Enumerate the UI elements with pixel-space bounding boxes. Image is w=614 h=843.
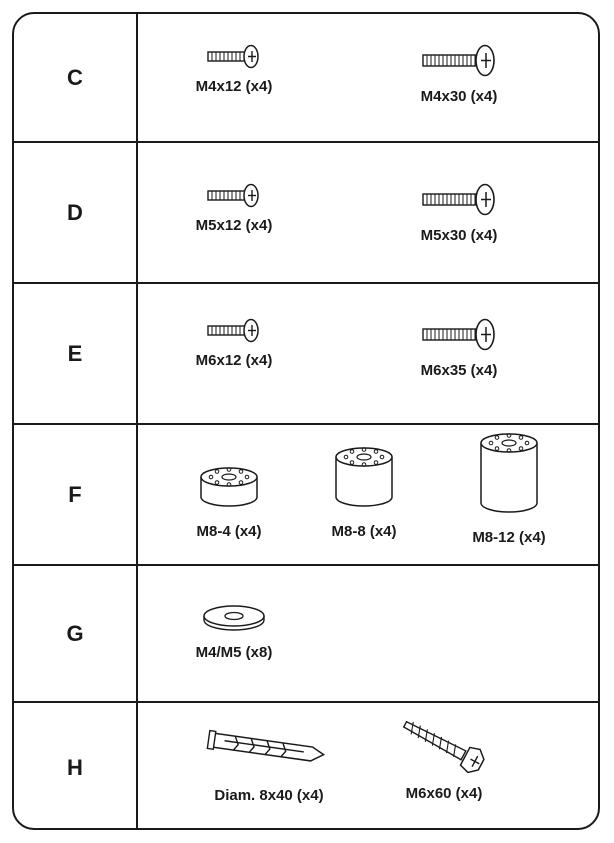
hardware-row-g [14,564,598,701]
spacer-medium-icon [332,445,396,511]
item-label: M8-12 (x4) [472,529,546,546]
small-screw-icon [204,181,264,211]
washer-icon [201,604,267,634]
item-label: M4/M5 (x8) [195,644,273,661]
item-label: M8-4 (x4) [196,523,262,540]
lag-screw-icon [394,717,494,773]
hardware-item [164,181,304,234]
hardware-item [379,316,539,379]
hardware-row-f [14,423,598,564]
hardware-row-d [14,141,598,282]
hardware-item [164,42,304,95]
long-screw-icon [419,181,499,221]
hardware-table [12,12,600,830]
hardware-row-h [14,701,598,830]
long-screw-icon [419,316,499,356]
item-label: M6x35 (x4) [420,362,498,379]
item-label: M8-8 (x4) [331,523,397,540]
hardware-item [179,604,289,661]
hardware-row-c [14,14,598,141]
hardware-item [379,42,539,105]
small-screw-icon [204,316,264,346]
row-letter: F [14,425,138,564]
item-label: M5x12 (x4) [195,217,273,234]
small-screw-icon [204,42,264,72]
item-label: Diam. 8x40 (x4) [214,787,324,804]
hardware-item [174,465,284,540]
hardware-item [179,723,359,804]
item-label: M6x12 (x4) [195,352,273,369]
hardware-row-e [14,282,598,423]
row-letter: E [14,284,138,423]
hardware-item [444,431,574,546]
hardware-item [379,181,539,244]
item-label: M5x30 (x4) [420,227,498,244]
row-letter: D [14,143,138,282]
row-letter: G [14,566,138,701]
wall-anchor-icon [204,723,334,773]
row-letter: C [14,14,138,141]
spacer-tall-icon [477,431,541,517]
hardware-item [374,717,514,802]
long-screw-icon [419,42,499,82]
item-label: M4x30 (x4) [420,88,498,105]
item-label: M4x12 (x4) [195,78,273,95]
item-label: M6x60 (x4) [405,785,483,802]
row-letter: H [14,703,138,830]
hardware-item [164,316,304,369]
hardware-item [304,445,424,540]
spacer-short-icon [197,465,261,511]
